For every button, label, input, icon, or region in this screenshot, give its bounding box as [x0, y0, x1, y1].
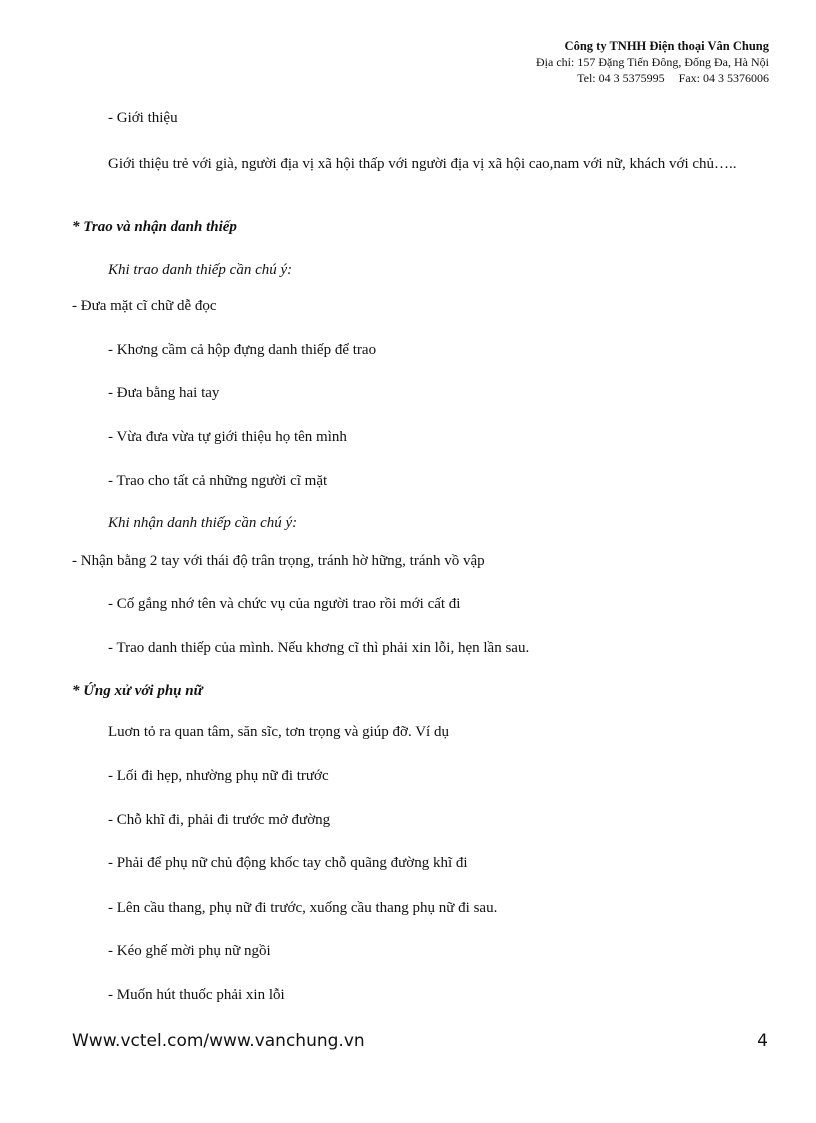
footer-website: Www.vctel.com/www.vanchung.vn	[72, 1031, 365, 1051]
company-address: Địa chỉ: 157 Đặng Tiến Đông, Đống Đa, Hà Nội	[536, 55, 769, 69]
section-heading-women: * Ứng xử với phụ nữ	[72, 683, 203, 699]
company-fax: Fax: 04 3 5376006	[678, 71, 769, 85]
page-number: 4	[757, 1031, 768, 1051]
list-item: - Muốn hút thuốc phải xin lỗi	[108, 987, 285, 1003]
intro-item: - Giới thiệu	[108, 110, 178, 126]
give-card-first-item: - Đưa mặt cĩ chữ dễ đọc	[72, 298, 217, 314]
section-heading-card-exchange: * Trao và nhận danh thiếp	[72, 219, 237, 235]
letterhead	[536, 38, 769, 86]
company-contact	[536, 70, 769, 86]
company-name: Công ty TNHH Điện thoại Vân Chung	[564, 39, 769, 53]
intro-paragraph: Giới thiệu trẻ với già, người địa vị xã hội thấp với người địa vị xã hội cao,nam với nữ, khách với chủ…..	[108, 156, 737, 172]
give-card-note: Khi trao danh thiếp cần chú ý:	[108, 262, 293, 278]
list-item: - Trao danh thiếp của mình. Nếu khơng cĩ thì phải xin lỗi, hẹn lần sau.	[108, 640, 530, 656]
list-item: - Khơng cầm cả hộp đựng danh thiếp để trao	[108, 342, 377, 358]
list-item: - Kéo ghế mời phụ nữ ngồi	[108, 943, 271, 959]
list-item: - Lên cầu thang, phụ nữ đi trước, xuống cầu thang phụ nữ đi sau.	[108, 900, 498, 916]
receive-card-note: Khi nhận danh thiếp cần chú ý:	[108, 515, 298, 531]
women-intro: Luơn tỏ ra quan tâm, săn sĩc, tơn trọng và giúp đỡ. Ví dụ	[108, 724, 449, 740]
list-item: - Cố gắng nhớ tên và chức vụ của người trao rồi mới cất đi	[108, 596, 461, 612]
list-item: - Phải để phụ nữ chủ động khốc tay chỗ quãng đường khĩ đi	[108, 855, 468, 871]
company-tel: Tel: 04 3 5375995	[577, 71, 665, 85]
list-item: - Trao cho tất cả những người cĩ mặt	[108, 473, 328, 489]
receive-card-first-item: - Nhận bằng 2 tay với thái độ trân trọng, tránh hờ hững, tránh vồ vập	[72, 553, 485, 569]
list-item: - Đưa bằng hai tay	[108, 385, 220, 401]
list-item: - Chỗ khĩ đi, phải đi trước mở đường	[108, 812, 331, 828]
list-item: - Lối đi hẹp, nhường phụ nữ đi trước	[108, 768, 329, 784]
list-item: - Vừa đưa vừa tự giới thiệu họ tên mình	[108, 429, 347, 445]
